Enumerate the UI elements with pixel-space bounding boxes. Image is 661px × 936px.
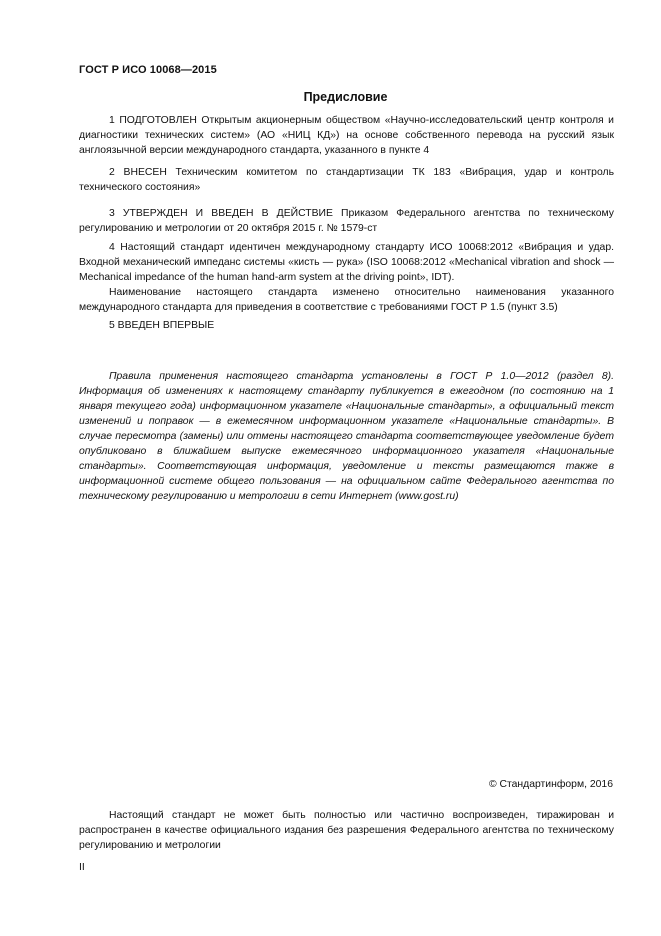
item-1-text: 1 ПОДГОТОВЛЕН Открытым акционерным обществом «Научно-исследовательский центр контроля и диагностики технических систем» (АО «НИЦ КД») на основе собственного перевода на русский язык англоязычной версии международного стандарта, указанного в пункте 4 (79, 115, 614, 156)
item-2-text: 2 ВНЕСЕН Техническим комитетом по стандартизации ТК 183 «Вибрация, удар и контроль технического состояния» (79, 167, 614, 193)
rules-text: Правила применения настоящего стандарта установлены в ГОСТ Р 1.0—2012 (раздел 8). Информация об изменениях к настоящему стандарту публикуется в ежегодном (по состоянию на 1 января текущего года) информационном указателе «Национальные стандарты», а официальный текст изменений и поправок — в ежемесячном информационном указателе «Национальные стандарты». В случае пересмотра (замены) или отмены настоящего стандарта соответствующее уведомление будет опубликовано в ближайшем выпуске ежемесячного информационного указателя «Национальные стандарты». Соответствующая информация, уведомление и тексты размещаются также в информационной системе общего пользования — на официальном сайте Федерального агентства по техническому регулированию и метрологии в сети Интернет (www.gost.ru) (79, 371, 614, 502)
item-3-text: 3 УТВЕРЖДЕН И ВВЕДЕН В ДЕЙСТВИЕ Приказом Федерального агентства по техническому регулированию и метрологии от 20 октября 2015 г. № 1579-ст (79, 208, 614, 234)
notice-text: Настоящий стандарт не может быть полностью или частично воспроизведен, тиражирован и распространен в качестве официального издания без разрешения Федерального агентства по техническому регулированию и метрологии (79, 810, 614, 851)
foreword-item-4 (79, 240, 614, 315)
application-rules-paragraph (79, 369, 614, 504)
foreword-item-3 (79, 206, 614, 236)
page-title (0, 90, 661, 104)
foreword-item-5 (79, 318, 614, 333)
foreword-item-1 (79, 113, 614, 158)
item-5-text: 5 ВВЕДЕН ВПЕРВЫЕ (109, 320, 215, 331)
item-4-text: 4 Настоящий стандарт идентичен международному стандарту ИСО 10068:2012 «Вибрация и удар. Входной механический импеданс системы «кисть — рука» (ISO 10068:2012 «Mechanical vibration and shock — Mechanical impedance of the human hand-arm system at the driving point», IDT). (79, 242, 614, 283)
standard-id-header: ГОСТ Р ИСО 10068—2015 (79, 64, 217, 76)
page-number: II (79, 862, 85, 873)
item-4-note: Наименование настоящего стандарта изменено относительно наименования указанного международного стандарта для приведения в соответствие с требованиями ГОСТ Р 1.5 (пункт 3.5) (79, 287, 614, 313)
title-text: Предисловие (303, 90, 388, 104)
copyright-line: © Стандартинформ, 2016 (488, 779, 613, 790)
reproduction-notice (79, 808, 614, 853)
foreword-item-2 (79, 165, 614, 195)
